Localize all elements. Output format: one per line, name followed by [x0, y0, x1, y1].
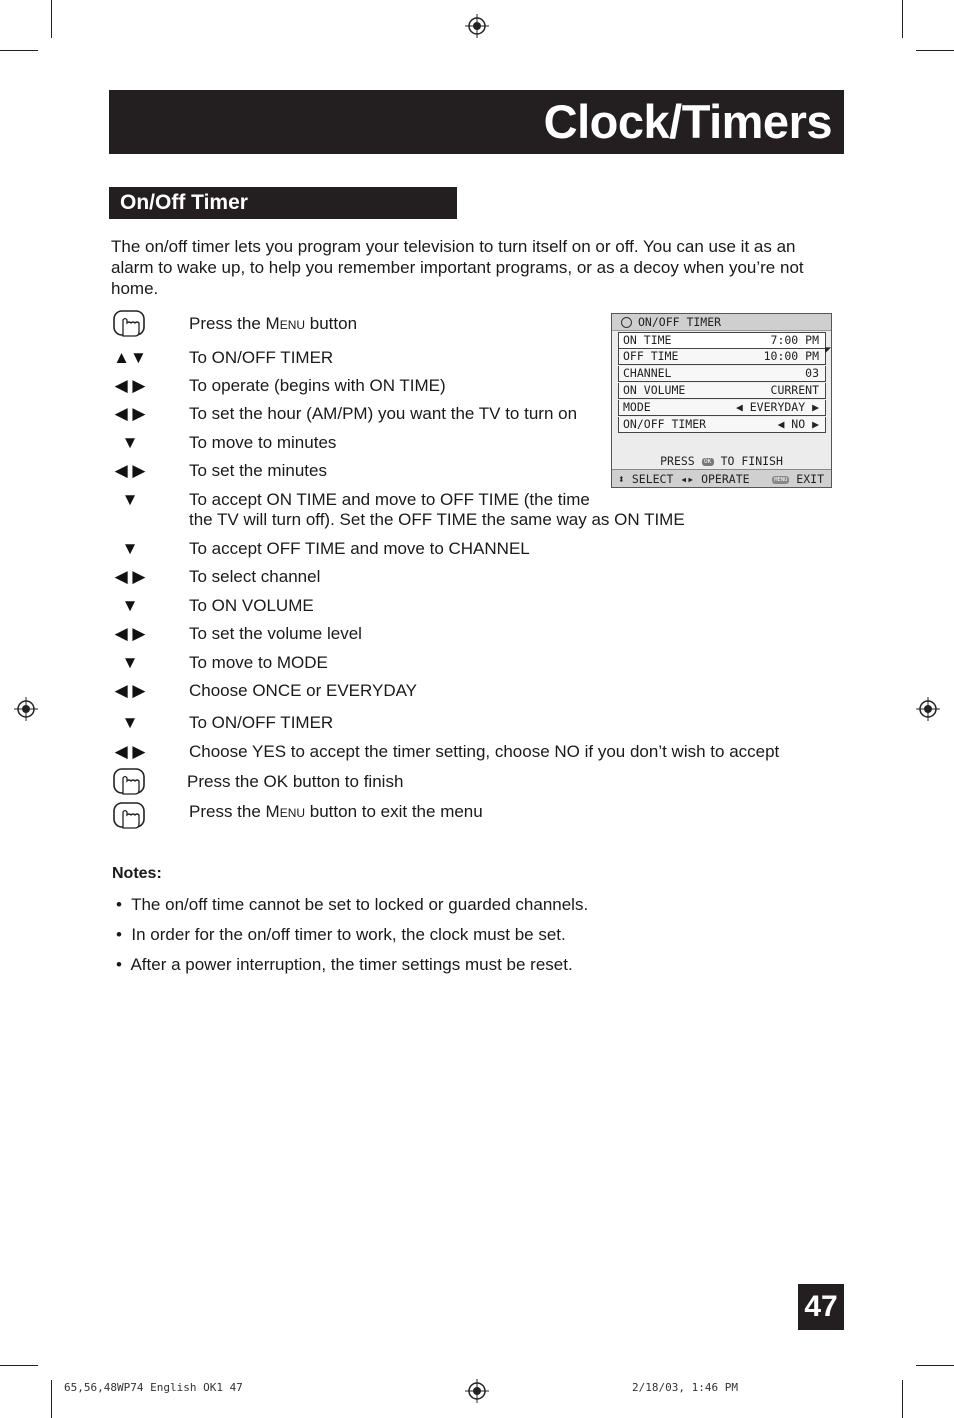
left-right-arrows-icon: ◀ ▶ [114, 742, 146, 761]
tv-menu-row: MODE ◀ EVERYDAY ▶ [618, 400, 826, 416]
up-down-arrows-icon: ▲▼ [113, 348, 147, 367]
down-arrow-icon: ▼ [121, 653, 139, 672]
remote-button-hand-icon [112, 766, 146, 798]
step-text: Choose YES to accept the timer setting, choose NO if you don’t wish to accept [189, 742, 780, 761]
crop-mark [0, 50, 38, 51]
crop-mark [902, 1380, 903, 1418]
down-arrow-icon: ▼ [121, 596, 139, 615]
down-arrow-icon: ▼ [121, 713, 139, 732]
crop-mark [51, 1380, 52, 1418]
crop-mark [0, 1365, 38, 1366]
notes-heading: Notes: [112, 865, 162, 882]
crop-mark [916, 1365, 954, 1366]
step-text: To operate (begins with ON TIME) [189, 376, 446, 395]
step-text: To ON/OFF TIMER [189, 713, 334, 732]
crop-mark [902, 0, 903, 38]
down-arrow-icon: ▼ [121, 433, 139, 452]
step-text: To accept ON TIME and move to OFF TIME (the time the TV will turn off). Set the OFF TIME the same way as ON TIME [189, 490, 685, 529]
down-arrow-icon: ▼ [121, 539, 139, 558]
step-text: To ON VOLUME [189, 596, 314, 615]
page-number: 47 [798, 1284, 844, 1330]
left-right-arrows-icon: ◀ ▶ [114, 376, 146, 395]
step-text: To move to minutes [189, 433, 337, 452]
registration-mark-icon [465, 14, 489, 38]
chapter-title: Clock/Timers [543, 95, 832, 148]
left-right-arrows-icon: ◀ ▶ [114, 624, 146, 643]
tv-menu-row: ON VOLUME CURRENT [618, 383, 826, 399]
left-right-arrows-icon: ◀ ▶ [114, 681, 146, 700]
section-title: On/Off Timer [120, 191, 248, 214]
print-footer-left: 65,56,48WP74 English OK1 47 [64, 1381, 243, 1394]
tv-menu-title-bar [612, 314, 831, 331]
remote-button-hand-icon [112, 800, 146, 832]
registration-mark-icon [916, 697, 940, 721]
tv-menu-title: ON/OFF TIMER [638, 315, 722, 329]
chapter-header [109, 90, 844, 154]
ok-badge-icon: OK [702, 458, 714, 466]
tv-menu-row: CHANNEL 03 [618, 366, 826, 382]
tv-menu-press-hint: PRESS OK TO FINISH [660, 454, 783, 468]
intro-paragraph: The on/off timer lets you program your television to turn itself on or off. You can use it as an alarm to wake up, to help you remember important programs, or as a decoy when you’re not home. [111, 237, 804, 298]
step-text: To set the minutes [189, 461, 327, 480]
left-right-arrows-icon: ◀ ▶ [114, 404, 146, 423]
remote-button-hand-icon [112, 308, 146, 340]
left-right-arrows-icon: ◀ ▶ [114, 567, 146, 586]
step-text: Press the Menu button [189, 314, 358, 333]
clock-icon [621, 317, 632, 328]
tv-menu-row: ON/OFF TIMER ◀ NO ▶ [618, 417, 826, 433]
tv-menu-screenshot [611, 313, 832, 488]
down-arrow-icon: ▼ [121, 490, 139, 509]
menu-badge-icon: MENU [774, 476, 788, 483]
step-text: To set the volume level [189, 624, 362, 643]
step-text: To ON/OFF TIMER [189, 348, 334, 367]
crop-mark [916, 50, 954, 51]
note-item: • The on/off time cannot be set to locked or guarded channels. [116, 895, 589, 914]
tv-menu-row: ON TIME 7:00 PM [618, 332, 826, 349]
print-footer-right: 2/18/03, 1:46 PM [632, 1381, 738, 1394]
step-text: To move to MODE [189, 653, 328, 672]
step-text: To set the hour (AM/PM) you want the TV to turn on [189, 404, 578, 423]
left-right-arrows-icon: ◀ ▶ [114, 461, 146, 480]
note-item: • In order for the on/off timer to work, the clock must be set. [116, 925, 566, 944]
crop-mark [51, 0, 52, 38]
step-text: To accept OFF TIME and move to CHANNEL [189, 539, 530, 558]
step-text: Press the Menu button to exit the menu [189, 802, 483, 821]
step-text: To select channel [189, 567, 321, 586]
step-text: Choose ONCE or EVERYDAY [189, 681, 418, 700]
registration-mark-icon [465, 1379, 489, 1403]
tv-menu-footer: ⬍ SELECT ◂▸ OPERATE MENU EXIT [612, 469, 831, 487]
registration-mark-icon [14, 697, 38, 721]
section-header [109, 187, 457, 219]
tv-menu-row: OFF TIME 10:00 PM [618, 349, 826, 365]
step-text: Press the OK button to finish [187, 772, 404, 791]
note-item: • After a power interruption, the timer settings must be reset. [116, 955, 573, 974]
pointer-icon: ◤ [824, 345, 831, 356]
